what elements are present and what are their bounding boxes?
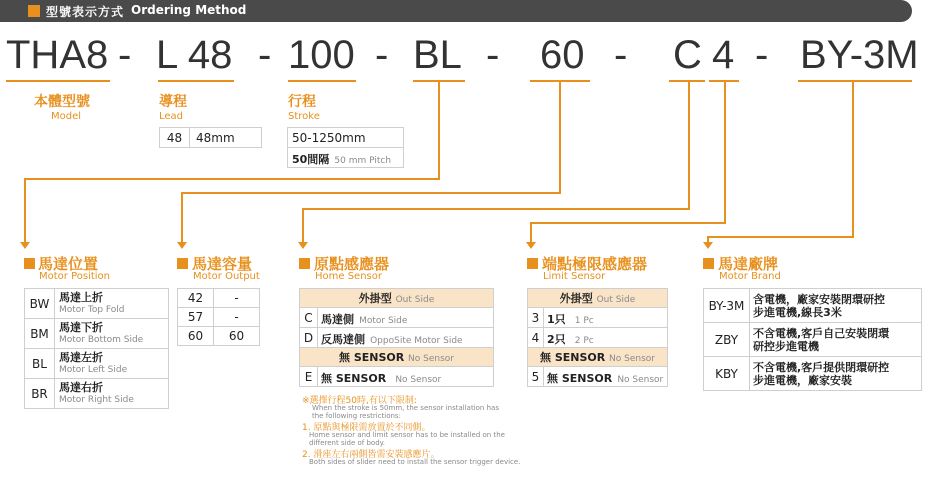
position-zh: 馬達下折 bbox=[59, 320, 103, 334]
brand-desc bbox=[750, 323, 922, 357]
stroke-pitch-zh: 50間隔 bbox=[292, 153, 330, 166]
code-dash: - bbox=[118, 33, 132, 77]
home-code: C bbox=[300, 308, 318, 328]
limit-header-zh: 外掛型 bbox=[559, 292, 593, 305]
home-code: E bbox=[300, 367, 318, 387]
motor-brand-title-zh: 馬達廠牌 bbox=[718, 255, 779, 273]
limit-header-none bbox=[528, 348, 668, 367]
position-code: BL bbox=[25, 349, 55, 379]
home-desc bbox=[318, 367, 494, 387]
code-model: THA8 bbox=[6, 33, 109, 77]
brand-line: 步進電機,線長3米 bbox=[753, 305, 842, 319]
stroke-range: 50-1250mm bbox=[288, 128, 404, 148]
underline-home bbox=[669, 80, 705, 82]
underline-lead bbox=[158, 80, 234, 82]
limit-en: 2 Pc bbox=[574, 336, 594, 346]
brand-desc bbox=[750, 289, 922, 323]
stroke-label-en: Stroke bbox=[288, 111, 320, 122]
underline-brand bbox=[798, 80, 912, 82]
model-label-zh: 本體型號 bbox=[34, 94, 90, 110]
brand-line: 不含電機,客戶提供閉環研控 bbox=[753, 360, 890, 374]
section-square-icon bbox=[299, 258, 310, 269]
note-2-en: Both sides of slider need to install the sensor trigger device. bbox=[309, 458, 521, 466]
code-dash: - bbox=[375, 33, 389, 77]
limit-en: No Sensor bbox=[617, 375, 664, 385]
home-zh: 反馬達側 bbox=[321, 333, 365, 346]
limit-en: 1 Pc bbox=[574, 316, 594, 326]
lead-table bbox=[159, 127, 262, 148]
home-code: D bbox=[300, 328, 318, 348]
brand-code: ZBY bbox=[704, 323, 750, 357]
limit-header-zh: 無 SENSOR bbox=[539, 351, 606, 364]
position-en: Motor Bottom Side bbox=[59, 334, 144, 345]
position-code: BW bbox=[25, 289, 55, 319]
limit-header-en: Out Side bbox=[596, 295, 636, 305]
limit-sensor-title-en: Limit Sensor bbox=[543, 271, 606, 282]
motor-brand-title-en: Motor Brand bbox=[719, 271, 781, 282]
position-en: Motor Left Side bbox=[59, 364, 128, 375]
motor-position-title-en: Motor Position bbox=[39, 271, 111, 282]
motor-brand-table bbox=[703, 288, 922, 391]
connector-line bbox=[559, 82, 561, 194]
output-value: 60 bbox=[214, 327, 260, 346]
output-value: - bbox=[214, 308, 260, 327]
header-square-icon bbox=[28, 5, 40, 17]
note-1-en: different side of body. bbox=[309, 439, 386, 447]
lead-value: 48mm bbox=[190, 128, 262, 148]
connector-line bbox=[24, 178, 26, 244]
home-sensor-title-en: Home Sensor bbox=[315, 271, 382, 282]
header-title-zh: 型號表示方式 bbox=[46, 5, 125, 19]
arrow-down-icon bbox=[298, 242, 308, 249]
connector-line bbox=[302, 208, 690, 210]
limit-zh: 1只 bbox=[547, 313, 566, 326]
connector-line bbox=[707, 236, 854, 238]
home-en: Motor Side bbox=[359, 316, 408, 326]
limit-desc bbox=[544, 328, 668, 348]
motor-output-title-zh: 馬達容量 bbox=[192, 255, 253, 273]
limit-header-en: No Sensor bbox=[609, 354, 655, 364]
home-desc bbox=[318, 328, 494, 348]
connector-line bbox=[724, 82, 726, 224]
home-sensor-title-zh: 原點感應器 bbox=[314, 255, 390, 273]
code-position: BL bbox=[413, 33, 462, 77]
lead-label-zh: 導程 bbox=[159, 94, 187, 110]
position-desc bbox=[55, 379, 169, 409]
limit-zh: 無 SENSOR bbox=[547, 372, 613, 385]
position-zh: 馬達右折 bbox=[59, 380, 103, 394]
home-zh: 無 SENSOR bbox=[321, 372, 387, 385]
brand-line: 含電機，廠家安裝閉環研控 bbox=[753, 292, 885, 306]
home-en: OppoSite Motor Side bbox=[370, 336, 463, 346]
motor-output-title-en: Motor Output bbox=[193, 271, 260, 282]
home-header-en: No Sensor bbox=[408, 354, 454, 364]
limit-sensor-title-zh: 端點極限感應器 bbox=[542, 255, 648, 273]
stroke-table bbox=[287, 127, 404, 168]
home-zh: 馬達側 bbox=[321, 313, 354, 326]
brand-desc bbox=[750, 357, 922, 391]
position-en: Motor Right Side bbox=[59, 394, 134, 405]
model-label-en: Model bbox=[51, 111, 82, 122]
connector-line bbox=[302, 208, 304, 244]
code-limit-sensor: 4 bbox=[712, 33, 735, 77]
connector-line bbox=[530, 222, 726, 224]
stroke-label-zh: 行程 bbox=[288, 94, 316, 110]
underline-model bbox=[6, 80, 110, 82]
output-code: 57 bbox=[178, 308, 214, 327]
home-header-zh: 外掛型 bbox=[358, 292, 392, 305]
code-lead: L 48 bbox=[156, 33, 233, 77]
motor-output-table bbox=[177, 288, 260, 346]
code-stroke: 100 bbox=[288, 33, 355, 77]
code-output: 60 bbox=[540, 33, 585, 77]
note-1-en: Home sensor and limit sensor has to be installed on the bbox=[309, 431, 505, 439]
brand-line: 不含電機,客戶自己安裝閉環 bbox=[753, 326, 890, 340]
code-brand: BY-3M bbox=[800, 33, 919, 77]
connector-line bbox=[530, 222, 532, 244]
arrow-down-icon bbox=[20, 242, 30, 249]
limit-header-outside bbox=[528, 289, 668, 308]
note-intro-zh: ※選擇行程50時,有以下限制: bbox=[302, 396, 417, 406]
connector-line bbox=[181, 192, 183, 244]
lead-code: 48 bbox=[160, 128, 190, 148]
note-intro-en: When the stroke is 50mm, the sensor installation has bbox=[312, 404, 499, 412]
output-value: - bbox=[214, 289, 260, 308]
home-header-zh: 無 SENSOR bbox=[338, 351, 405, 364]
code-dash: - bbox=[486, 33, 500, 77]
motor-position-title-zh: 馬達位置 bbox=[38, 255, 99, 273]
limit-sensor-table bbox=[527, 288, 668, 387]
output-code: 42 bbox=[178, 289, 214, 308]
section-square-icon bbox=[24, 258, 35, 269]
position-code: BM bbox=[25, 319, 55, 349]
position-zh: 馬達上折 bbox=[59, 290, 103, 304]
connector-line bbox=[24, 178, 440, 180]
connector-line bbox=[438, 82, 440, 180]
position-desc bbox=[55, 349, 169, 379]
position-desc bbox=[55, 319, 169, 349]
connector-line bbox=[688, 82, 690, 210]
limit-code: 5 bbox=[528, 367, 544, 387]
brand-line: 步進電機，廠家安裝 bbox=[753, 373, 852, 387]
brand-code: BY-3M bbox=[704, 289, 750, 323]
section-square-icon bbox=[703, 258, 714, 269]
position-desc bbox=[55, 289, 169, 319]
motor-position-table bbox=[24, 288, 169, 409]
code-dash: - bbox=[258, 33, 272, 77]
code-dash: - bbox=[755, 33, 769, 77]
section-square-icon bbox=[177, 258, 188, 269]
note-intro-en: the following restrictions: bbox=[312, 412, 401, 420]
section-square-icon bbox=[527, 258, 538, 269]
home-header-none bbox=[300, 348, 494, 367]
home-header-outside bbox=[300, 289, 494, 308]
code-home-sensor: C bbox=[673, 33, 702, 77]
position-en: Motor Top Fold bbox=[59, 304, 125, 315]
brand-line: 研控步進電機 bbox=[753, 339, 819, 353]
lead-label-en: Lead bbox=[159, 111, 184, 122]
limit-code: 4 bbox=[528, 328, 544, 348]
limit-zh: 2只 bbox=[547, 333, 566, 346]
position-zh: 馬達左折 bbox=[59, 350, 103, 364]
limit-desc bbox=[544, 367, 668, 387]
note-1-zh: 1. 原點與極限需放置於不同側。 bbox=[302, 423, 431, 433]
home-en: No Sensor bbox=[395, 375, 442, 385]
code-dash: - bbox=[614, 33, 628, 77]
stroke-pitch-en: 50 mm Pitch bbox=[334, 156, 392, 166]
arrow-down-icon bbox=[177, 242, 187, 249]
connector-line bbox=[852, 82, 854, 238]
home-header-en: Out Side bbox=[395, 295, 435, 305]
arrow-down-icon bbox=[703, 242, 713, 249]
note-2-zh: 2. 滑座左右兩側皆需安裝感應片。 bbox=[302, 450, 440, 460]
underline-stroke bbox=[288, 80, 356, 82]
connector-line bbox=[181, 192, 561, 194]
stroke-pitch-row bbox=[288, 148, 404, 168]
home-desc bbox=[318, 308, 494, 328]
arrow-down-icon bbox=[526, 242, 536, 249]
limit-desc bbox=[544, 308, 668, 328]
header-title-en: Ordering Method bbox=[131, 3, 247, 17]
position-code: BR bbox=[25, 379, 55, 409]
home-sensor-table bbox=[299, 288, 494, 387]
output-code: 60 bbox=[178, 327, 214, 346]
limit-code: 3 bbox=[528, 308, 544, 328]
brand-code: KBY bbox=[704, 357, 750, 391]
